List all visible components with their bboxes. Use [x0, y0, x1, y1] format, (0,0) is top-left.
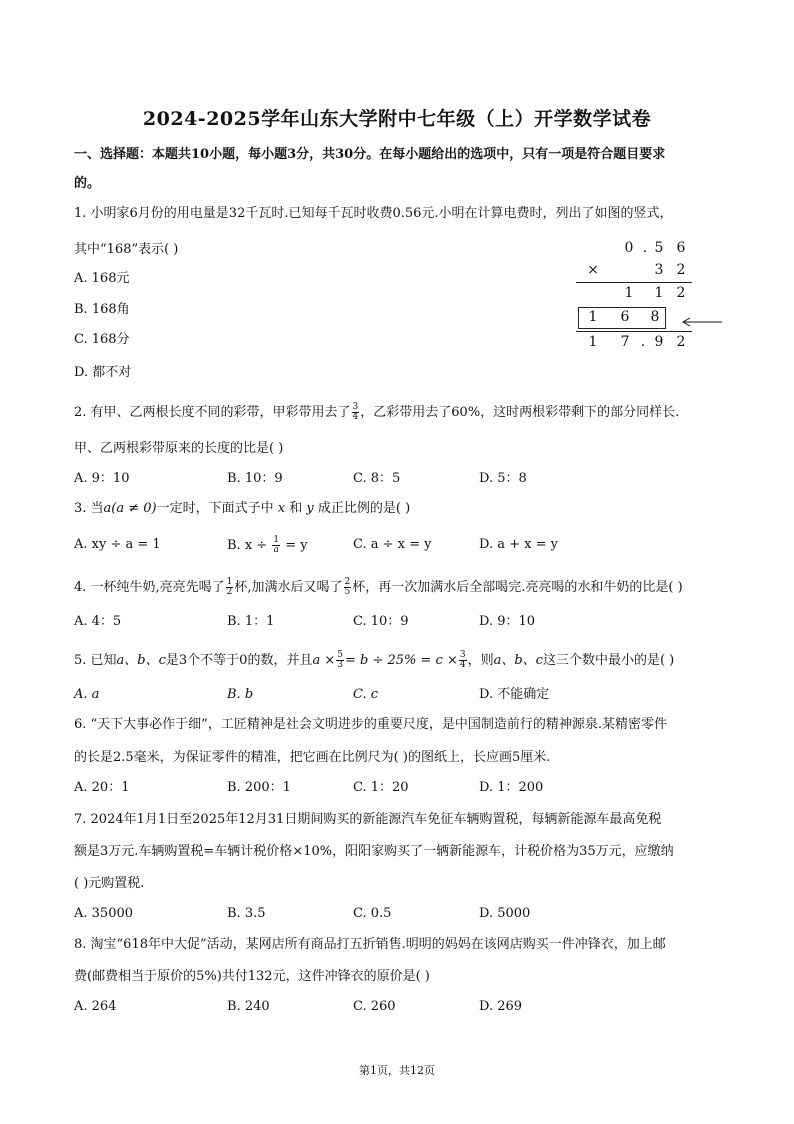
fraction: $\frac{2}{5}$ — [344, 577, 351, 597]
question-2-line2: 甲、乙两根彩带原来的长度的比是( ) — [74, 441, 284, 456]
option-d: D. 不能确定 — [479, 687, 550, 702]
question-1-option-a: A. 168元 — [74, 271, 130, 286]
section-heading-line2: 的。 — [74, 176, 101, 191]
option-c: C. 0.5 — [353, 906, 392, 921]
page-title: 2024-2025学年山东大学附中七年级（上）开学数学试卷 — [142, 108, 652, 130]
question-8-line2: 费(邮费相当于原价的5%)共付132元，这件冲锋衣的原价是( ) — [74, 969, 430, 984]
option-a: A. 20：1 — [74, 780, 130, 795]
question-5-options — [74, 686, 734, 704]
question-2-line1: 2. 有甲、乙两根长度不同的彩带，甲彩带用去了 $\frac{3}{4}$ ，乙彩带用去了60%，这时两根彩带剩下的部分同样长. — [74, 402, 680, 422]
option-b: B. 3.5 — [227, 906, 266, 921]
option-d: D. 5000 — [479, 906, 531, 921]
question-4-stem: 4. 一杯纯牛奶,亮亮先喝了 $\frac{1}{2}$ 杯,加满水后又喝了 $\frac{2}{5}$ 杯，再一次加满水后全部喝完.亮亮喝的水和牛奶的比是( ) — [74, 577, 683, 597]
calc-rule-1 — [576, 282, 692, 283]
option-a: A. a — [74, 687, 100, 702]
vertical-multiplication-figure — [572, 238, 722, 358]
calc-row-multiplier: × 3 2 — [587, 262, 686, 278]
option-b: B. 200：1 — [227, 780, 291, 795]
fraction: $\frac{1}{2}$ — [226, 577, 233, 597]
option-c: C. 260 — [353, 999, 396, 1014]
page-footer: 第1页，共12页 — [359, 1064, 435, 1077]
question-1-option-b: B. 168角 — [74, 302, 130, 317]
option-b: B. b — [227, 687, 254, 702]
question-6-line2: 的长是2.5毫米，为保证零件的精准，把它画在比例尺为( )的图纸上，长应画5厘米. — [74, 750, 551, 765]
calc-row-product: 1 7 . 9 2 — [588, 334, 686, 350]
question-1-option-c: C. 168分 — [74, 332, 130, 347]
question-5-stem: 5. 已知a、b、c是3个不等于0的数，并且a × $\frac{5}{3}$ = b ÷ 25% = c × $\frac{3}{4}$ ，则a、b、c这三个数中最小的是( ) — [74, 650, 675, 670]
question-6-line1: 6. “天下大事必作于细”，工匠精神是社会文明进步的重要尺度，是中国制造前行的精神源泉.某精密零件 — [74, 717, 667, 732]
calc-row-multiplicand: 0 . 5 6 — [624, 240, 686, 256]
question-2-options — [74, 470, 734, 488]
option-b: B. 240 — [227, 999, 270, 1014]
question-7-line2: 额是3万元.车辆购置税=车辆计税价格×10%，阳阳家购买了一辆新能源车，计税价格为35万元，应缴纳 — [74, 844, 674, 859]
question-6-options — [74, 779, 734, 797]
option-a: A. 9：10 — [74, 471, 130, 486]
option-d: D. 9：10 — [479, 614, 536, 629]
option-a: A. 264 — [74, 999, 117, 1014]
calc-rule-2 — [576, 331, 692, 332]
option-c: C. 10：9 — [353, 614, 409, 629]
question-8-options — [74, 998, 734, 1016]
section-heading-line1: 一、选择题：本题共10小题，每小题3分，共30分。在每小题给出的选项中，只有一项是符合题目要求 — [74, 147, 666, 162]
option-d: D. 5：8 — [479, 471, 527, 486]
calc-row-partial-1: 1 1 2 — [624, 285, 686, 301]
option-a: A. 35000 — [74, 906, 134, 921]
option-c: C. 8：5 — [353, 471, 401, 486]
question-8-line1: 8. 淘宝“618年中大促”活动，某网店所有商品打五折销售.明明的妈妈在该网店购买一件冲锋衣，加上邮 — [74, 937, 666, 952]
option-a: A. 4：5 — [74, 614, 122, 629]
fraction: $\frac{1}{a}$ — [273, 535, 280, 555]
option-d: D. a + x = y — [479, 537, 558, 552]
question-4-options — [74, 613, 734, 631]
question-7-line3: ( )元购置税. — [74, 876, 145, 891]
fraction: $\frac{3}{4}$ — [352, 402, 359, 422]
option-b: B. 10：9 — [227, 471, 283, 486]
question-1-line2: 其中“168”表示( ) — [74, 242, 179, 257]
calc-row-partial-2: 1 6 8 — [588, 309, 660, 325]
fraction: $\frac{3}{4}$ — [459, 650, 466, 670]
question-1-option-d: D. 都不对 — [74, 365, 132, 380]
question-3-stem: 3. 当a(a ≠ 0)一定时，下面式子中 x 和 y 成正比例的是( ) — [74, 501, 411, 516]
option-c: C. c — [353, 687, 379, 702]
question-7-line1: 7. 2024年1月1日至2025年12月31日期间购买的新能源汽车免征车辆购置税，每辆新能源车最高免税 — [74, 812, 662, 827]
option-d: D. 269 — [479, 999, 523, 1014]
question-7-options — [74, 905, 734, 923]
left-arrow-icon — [680, 317, 722, 327]
question-3-options — [74, 536, 734, 554]
option-b: B. 1：1 — [227, 614, 275, 629]
option-c: C. a ÷ x = y — [353, 537, 432, 552]
option-d: D. 1：200 — [479, 780, 544, 795]
option-b: B. x ÷ $\frac{1}{a}$ = y — [227, 535, 308, 555]
question-1-line1: 1. 小明家6月份的用电量是32千瓦时.已知每千瓦时收费0.56元.小明在计算电费时，列出了如图的竖式， — [74, 206, 673, 221]
option-a: A. xy ÷ a = 1 — [74, 537, 161, 552]
fraction: $\frac{5}{3}$ — [337, 650, 343, 670]
option-c: C. 1：20 — [353, 780, 409, 795]
